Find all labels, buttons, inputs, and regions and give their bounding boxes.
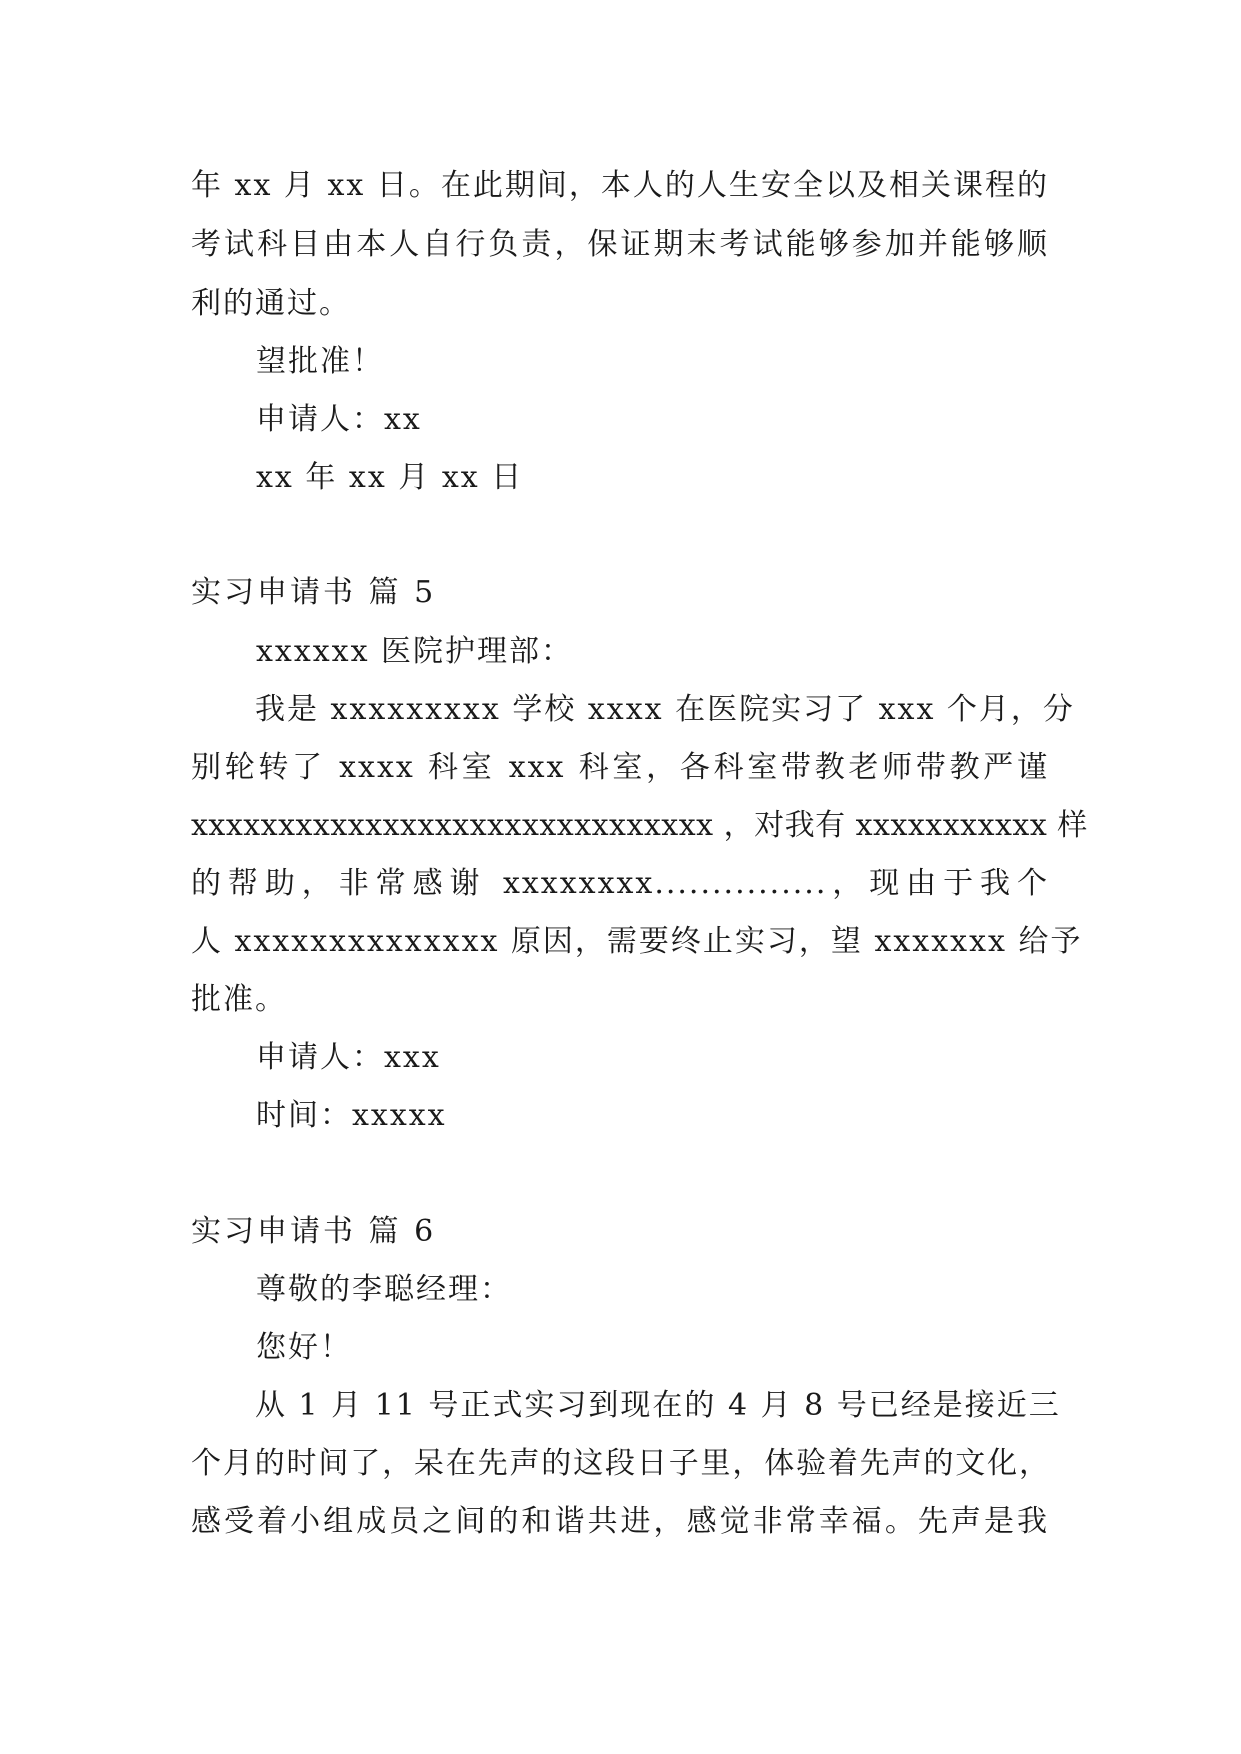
closing-line: 望批准！ <box>256 344 384 379</box>
greeting-line: 您好！ <box>256 1330 352 1365</box>
paragraph-line: 考试科目由本人自行负责，保证期末考试能够参加并能够顺 <box>191 227 1049 262</box>
paragraph-line: 批准。 <box>191 982 287 1017</box>
applicant-line: 申请人：xxx <box>256 1040 441 1075</box>
paragraph-line: 别轮转了 xxxx 科室 xxx 科室，各科室带教老师带教严谨 <box>191 750 1049 785</box>
section-heading: 实习申请书 篇 5 <box>191 575 437 610</box>
salutation-line: xxxxxx 医院护理部： <box>256 634 574 669</box>
applicant-line: 申请人：xx <box>256 402 422 437</box>
paragraph-line: 利的通过。 <box>191 286 351 321</box>
paragraph-line: 从 1 月 11 号正式实习到现在的 4 月 8 号已经是接近三 <box>255 1388 1061 1423</box>
salutation-line: 尊敬的李聪经理： <box>256 1272 512 1307</box>
paragraph-line: 个月的时间了，呆在先声的这段日子里，体验着先声的文化， <box>191 1446 1049 1481</box>
section-heading: 实习申请书 篇 6 <box>191 1214 437 1249</box>
paragraph-line: 我是 xxxxxxxxx 学校 xxxx 在医院实习了 xxx 个月，分 <box>255 692 1075 727</box>
paragraph-line: 人 xxxxxxxxxxxxxx 原因，需要终止实习，望 xxxxxxx 给予 <box>191 924 1083 959</box>
date-line: xx 年 xx 月 xx 日 <box>256 460 524 495</box>
time-line: 时间：xxxxx <box>256 1098 447 1133</box>
paragraph-line: 的帮助，非常感谢 xxxxxxxx...............，现由于我个 <box>191 866 1049 901</box>
paragraph-line: 感受着小组成员之间的和谐共进，感觉非常幸福。先声是我 <box>191 1504 1049 1539</box>
paragraph-line: 年 xx 月 xx 日。在此期间，本人的人生安全以及相关课程的 <box>191 168 1049 203</box>
paragraph-line: xxxxxxxxxxxxxxxxxxxxxxxxxxxxxx ，对我有 xxxxxxxxxxx 样 <box>191 808 1088 843</box>
